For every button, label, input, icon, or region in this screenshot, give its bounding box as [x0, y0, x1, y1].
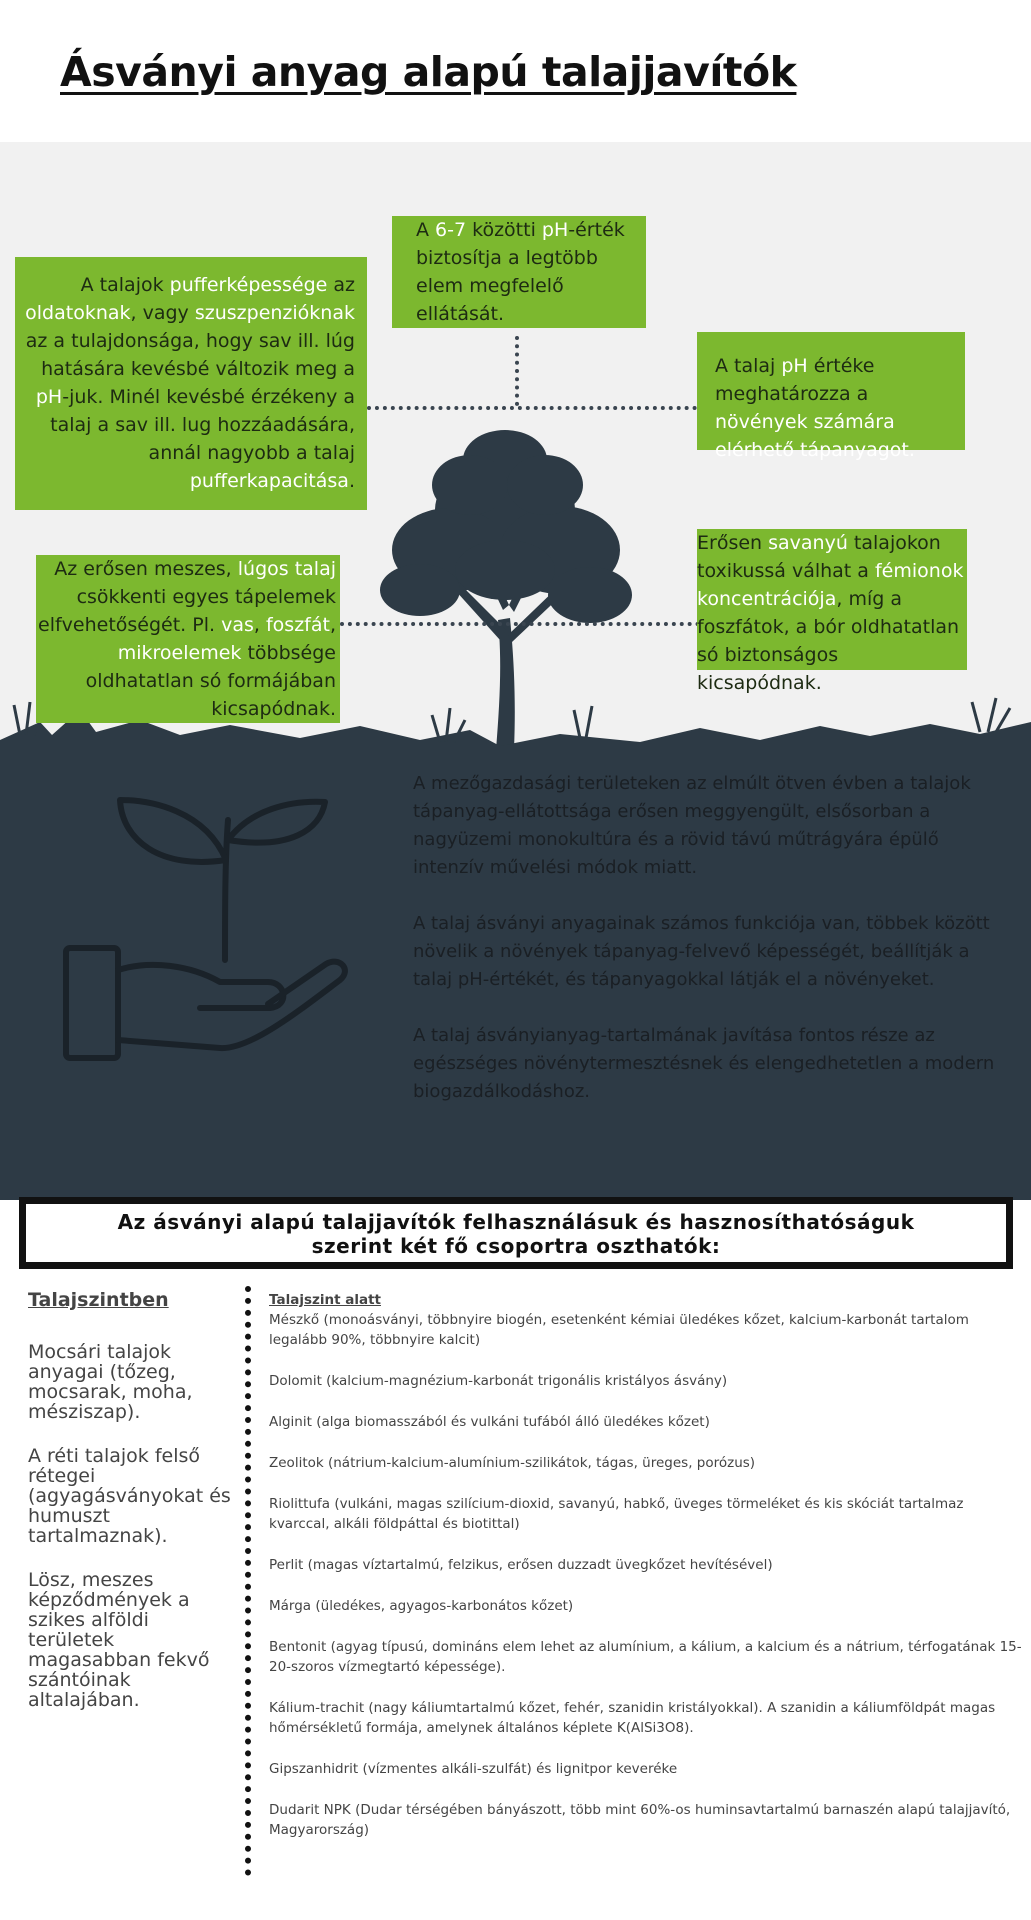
list-item: A réti talajok felső rétegei (agyagásványokat és humuszt tartalmaznak). [28, 1445, 231, 1547]
info-box-acidic: Erősen savanyú talajokon toxikussá válhat a fémionok koncentrációja, míg a foszfátok, a bór oldhatatlan só biztonságos kicsapódnak. [697, 529, 967, 670]
tree-icon [380, 430, 632, 750]
soil-paragraph: A talaj ásványi anyagainak számos funkciója van, többek között növelik a növények tápanyag-felvevő képességét, beállítják a talaj pH-értékét, és tápanyagokkal látják el a növényeket. [413, 913, 990, 990]
soil-paragraph: A talaj ásványianyag-tartalmának javítása fontos része az egészséges növénytermesztésnek és elengedhetetlen a modern biogazdálkodáshoz. [413, 1025, 995, 1102]
list-item: Dudarit NPK (Dudar térségében bányászott, több mint 60%-os huminsavtartalmú barnaszén alapú talajjavító, Magyarország) [269, 1802, 1011, 1838]
info-box-ph-range: A 6-7 közötti pH-érték biztosítja a legtöbb elem megfelelő ellátását. [392, 216, 646, 328]
soil-paragraph: A mezőgazdasági területeken az elmúlt ötven évben a talajok tápanyag-ellátottsága erősen meggyengült, elsősorban a nagyüzemi monokultúra és a rövid távú műtrágyára épülő intenzív művelési módok miatt. [413, 773, 971, 878]
section-banner [19, 1197, 1013, 1269]
list-item: Alginit (alga biomasszából és vulkáni tufából álló üledékes kőzet) [269, 1414, 710, 1430]
right-column [269, 1290, 1024, 1861]
list-item: Dolomit (kalcium-magnézium-karbonát trigonális kristályos ásvány) [269, 1373, 728, 1389]
banner-line: Az ásványi alapú talajjavítók felhasználásuk és hasznosíthatóságuk [117, 1210, 915, 1234]
left-column-heading: Talajszintben [28, 1289, 169, 1311]
banner-line: szerint két fő csoportra oszthatók: [311, 1234, 721, 1258]
list-item: Gipszanhidrit (vízmentes alkáli-szulfát) és lignitpor keveréke [269, 1761, 678, 1777]
list-item: Mészkő (monoásványi, többnyire biogén, esetenként kémiai üledékes kőzet, kalcium-karbonát tartalom legalább 90%, többnyire kalcit) [269, 1312, 969, 1348]
list-item: Lösz, meszes képződmények a szikes alföldi területek magasabban fekvő szántóinak altalajában. [28, 1569, 210, 1711]
info-box-alkaline: Az erősen meszes, lúgos talaj csökkenti egyes tápelemek elfvehetőségét. Pl. vas, foszfát, mikroelemek többsége oldhatatlan só formájában kicsapódnak. [36, 555, 340, 723]
right-column-heading: Talajszint alatt [269, 1292, 381, 1308]
soil-text [413, 770, 1013, 1134]
list-item: Mocsári talajok anyagai (tőzeg, mocsarak, moha, mésziszap). [28, 1341, 193, 1423]
list-item: Perlit (magas víztartalmú, felzikus, erősen duzzadt üvegkőzet hevítésével) [269, 1557, 773, 1573]
list-item: Zeolitok (nátrium-kalcium-alumínium-szilikátok, tágas, üreges, porózus) [269, 1455, 756, 1471]
list-item: Márga (üledékes, agyagos-karbonátos kőzet) [269, 1598, 574, 1614]
left-column [28, 1290, 238, 1734]
info-box-ph-nutrients: A talaj pH értéke meghatározza a növények számára elérhető tápanyagot. [697, 332, 965, 450]
list-item: Bentonit (agyag típusú, domináns elem lehet az alumínium, a kálium, a kalcium és a nátrium, térfogatának 15-20-szoros vízmegtartó képessége). [269, 1639, 1022, 1675]
list-item: Riolittufa (vulkáni, magas szilícium-dioxid, savanyú, habkő, üveges törmeléket és kis skóciát tartalmaz kvarccal, alkáli földpáttal és biotittal) [269, 1496, 964, 1532]
connector-line [340, 622, 700, 626]
info-box-buffer: A talajok pufferképessége az oldatoknak, vagy szuszpenzióknak az a tulajdonsága, hogy sav ill. lúg hatására kevésbé változik meg a pH-juk. Minél kevésbé érzékeny a talaj a sav ill. lug hozzáadására, annál nagyobb a talaj pufferkapacitása. [15, 257, 367, 510]
list-item: Kálium-trachit (nagy káliumtartalmú kőzet, fehér, szanidin kristályokkal). A szanidin a káliumföldpát magas hőmérsékletű formája, amelynek általános képlete K(AlSi3O8). [269, 1700, 996, 1736]
connector-line [367, 406, 697, 410]
connector-line [515, 336, 519, 406]
column-divider [245, 1286, 251, 1876]
page-title: Ásványi anyag alapú talajjavítók [60, 48, 797, 96]
